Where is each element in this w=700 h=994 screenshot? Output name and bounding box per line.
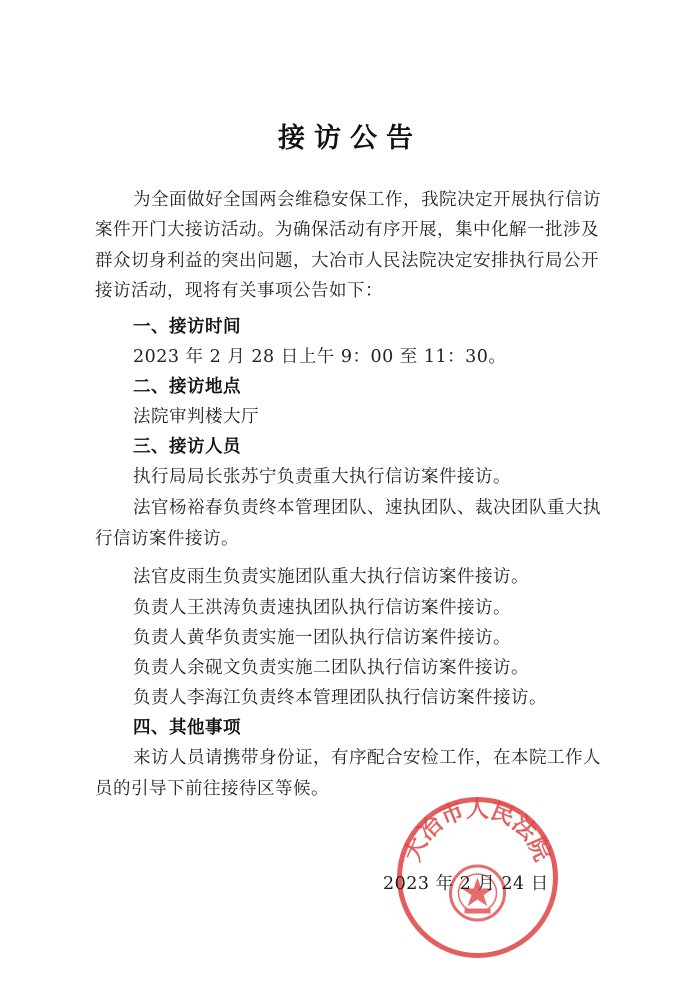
section-time-value: 2023 年 2 月 28 日上午 9：00 至 11：30。 (133, 347, 507, 367)
staff-line-1: 执行局局长张苏宁负责重大执行信访案件接访。 (133, 467, 511, 487)
staff-line-4: 法官皮雨生负责实施团队重大执行信访案件接访。 (133, 567, 529, 587)
svg-text:大冶市人民法院 (399, 796, 556, 866)
other-line-1: 来访人员请携带身份证，有序配合安检工作，在本院工作人 (133, 748, 601, 768)
staff-line-6: 负责人黄华负责实施一团队执行信访案件接访。 (133, 628, 511, 648)
staff-line-3: 行信访案件接访。 (95, 529, 239, 549)
seal-arc-text: 大冶市人民法院 (398, 795, 557, 866)
intro-line-4: 接访活动，现将有关事项公告如下： (95, 281, 383, 301)
section-heading-staff: 三、接访人员 (133, 437, 241, 457)
signature-date: 2023 年 2 月 24 日 (383, 874, 549, 894)
section-heading-location: 二、接访地点 (133, 377, 241, 397)
staff-line-7: 负责人余砚文负责实施二团队执行信访案件接访。 (133, 658, 529, 678)
staff-line-5: 负责人王洪涛负责速执团队执行信访案件接访。 (133, 598, 511, 618)
other-line-2: 员的引导下前往接待区等候。 (95, 779, 329, 799)
intro-line-1: 为全面做好全国两会维稳安保工作，我院决定开展执行信访 (133, 190, 601, 210)
staff-line-2: 法官杨裕春负责终本管理团队、速执团队、裁决团队重大执 (133, 498, 601, 518)
section-location-value: 法院审判楼大厅 (133, 407, 259, 427)
staff-line-8: 负责人李海江负责终本管理团队执行信访案件接访。 (133, 688, 547, 708)
section-heading-other: 四、其他事项 (133, 718, 241, 738)
intro-line-2: 案件开门大接访活动。为确保活动有序开展，集中化解一批涉及 (95, 220, 599, 240)
notice-title: 接访公告 (278, 123, 422, 154)
section-heading-time: 一、接访时间 (133, 317, 241, 337)
intro-line-3: 群众切身利益的突出问题，大冶市人民法院决定安排执行局公开 (95, 251, 599, 271)
